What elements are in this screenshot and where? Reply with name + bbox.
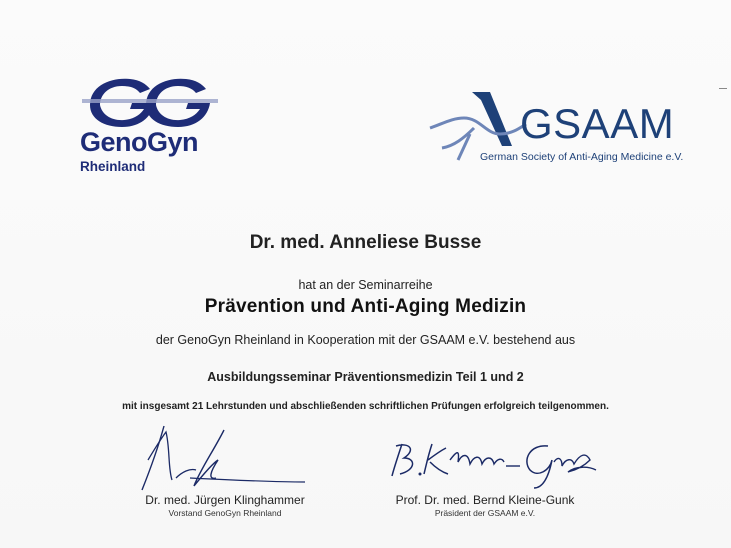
signature-role-right: Präsident der GSAAM e.V. (434, 508, 536, 518)
recipient-name: Dr. med. Anneliese Busse (249, 232, 482, 253)
gsaam-subtitle-text: German Society of Anti-Aging Medicine e.V. (480, 151, 684, 163)
seminar-series-title: Prävention und Anti-Aging Medizin (204, 296, 527, 317)
intro-text: hat an der Seminarreihe (298, 278, 433, 292)
seminar-name: Ausbildungsseminar Präventionsmedizin Teil 1 und 2 (207, 370, 524, 384)
genogyn-brand-text: GenoGyn (80, 127, 199, 157)
signature-block-right (370, 430, 600, 518)
signature-role-left: Vorstand GenoGyn Rheinland (168, 508, 282, 518)
gsaam-logo (428, 88, 718, 178)
signature-block-left (120, 420, 330, 518)
signature-handwriting-left (120, 420, 330, 495)
genogyn-emblem-icon (82, 75, 222, 127)
genogyn-region-text: Rheinland (80, 159, 146, 174)
signature-name-left: Dr. med. Jürgen Klinghammer (145, 493, 305, 507)
cooperation-text: der GenoGyn Rheinland in Kooperation mit der GSAAM e.V. bestehend aus (155, 333, 576, 347)
closing-text: mit insgesamt 21 Lehrstunden und abschließenden schriftlichen Prüfungen erfolgreich teilgenommen. (122, 401, 609, 412)
signature-handwriting-right (370, 430, 600, 492)
genogyn-logo (80, 75, 230, 185)
gsaam-brand-text: GSAAM (520, 100, 675, 147)
edge-mark (719, 88, 727, 89)
signature-name-right: Prof. Dr. med. Bernd Kleine-Gunk (395, 493, 575, 507)
